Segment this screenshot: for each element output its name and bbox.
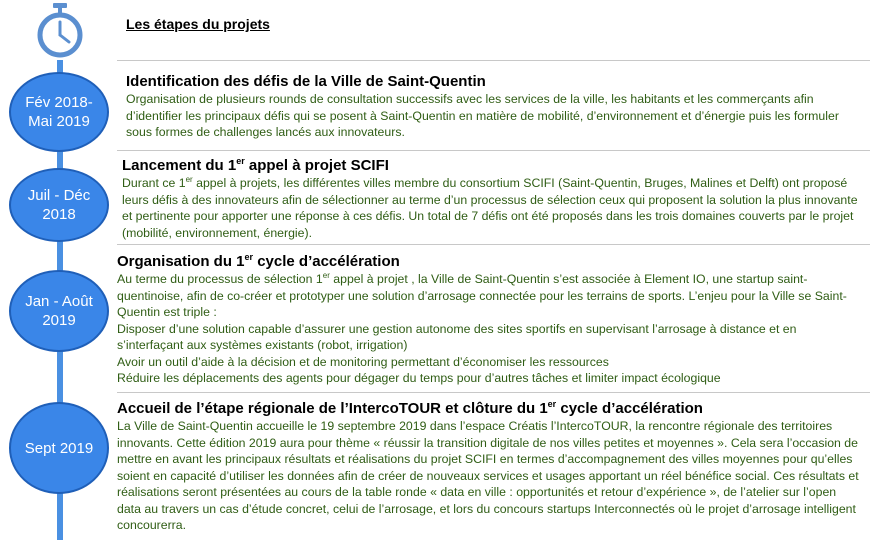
step-title: Organisation du 1er cycle d’accélération [117, 252, 400, 270]
divider [117, 392, 870, 393]
divider [117, 244, 870, 245]
page-title: Les étapes du projets [126, 16, 270, 32]
divider [117, 150, 870, 151]
date-circle-2 [9, 168, 109, 242]
date-circle-4 [9, 402, 109, 494]
date-label: Juil - Déc 2018 [27, 187, 91, 223]
step-title: Accueil de l’étape régionale de l’IntercoTOUR et clôture du 1er cycle d’accélération [117, 399, 703, 417]
list-item: Réduire les déplacements des agents pour dégager du temps pour d’autres tâches et limiter impact écologique [117, 371, 721, 385]
step-title: Identification des défis de la Ville de Saint-Quentin [126, 73, 486, 90]
step-cycle-acceleration [117, 252, 862, 387]
date-label: Sept 2019 [24, 439, 94, 457]
divider [117, 60, 870, 61]
step-title: Lancement du 1er appel à projet SCIFI [122, 156, 389, 174]
step-body: La Ville de Saint-Quentin accueille le 19 septembre 2019 dans l’espace Créatis l’IntercoTOUR, la rencontre régionale des territoires innovants. Cette édition 2019 aura pour thème « réussir la transition digitale de nos villes petites et moyennes ». Cela sera l’occasion de mettre en avant les principaux résultats et réalisations du projet SCIFI en termes d’accompagnement des villes moyennes pour qu’elles soient en capacité d’utiliser les données afin de créer de nouveaux services et usages apportant un réel bénéfice social. Ces résultats et réalisations seront présentées au cours de la table ronde « data en ville : opportunités et retour d’expérience », de l’atelier sur l’open data au travers un cas d’étude concret, celui de l’arrosage, et lors du concours startups Interconnectés où le projet d’arrosage intelligent concourerra. [117, 419, 859, 532]
date-label: Jan - Août 2019 [25, 293, 93, 329]
date-circle-1 [9, 72, 109, 152]
stopwatch-icon [33, 2, 87, 58]
step-intercotour [117, 399, 862, 534]
date-label: Fév 2018- Mai 2019 [25, 94, 93, 130]
list-item: Disposer d’une solution capable d’assurer une gestion autonome des sites sportifs en supervisant l’arrosage à distance et en s’interfaçant aux systèmes existants (robot, irrigation) [117, 321, 797, 352]
step-body: Durant ce 1er appel à projets, les différentes villes membre du consortium SCIFI (Saint-Quentin, Bruges, Malines et Delft) ont proposé leurs défis à des innovateurs afin de sélectionner au terme d’un processus de sélection ceux qui proposent la solution la plus innovante et pertinente pour apporter une réponse à ces défis. Un total de 7 défis ont été proposés dans les trois domaines couverts par le projet (mobilité, environnement, énergie). [122, 174, 858, 240]
step-body: Au terme du processus de sélection 1er appel à projet , la Ville de Saint-Quentin s’est associée à Element IO, une startup saint-quentinoise, afin de co-créer et prototyper une solution d’arrosage connectée pour les terrains de sports. L’enjeu pour la Ville se Saint-Quentin est triple : [117, 270, 847, 319]
list-item: Avoir un outil d’aide à la décision et de monitoring permettant d’économiser les ressources [117, 354, 609, 369]
step-appel-projet [122, 156, 862, 241]
step-body: Organisation de plusieurs rounds de consultation successifs avec les services de la ville, les habitants et les commerçants afin d’identifier les principaux défis qui se posent à Saint-Quentin en matière de mobilité, d’environnement et d’énergie puis les formuler sous formes de challenges lancés aux innovateurs. [126, 92, 839, 139]
date-circle-3 [9, 270, 109, 352]
step-identification [126, 72, 862, 141]
